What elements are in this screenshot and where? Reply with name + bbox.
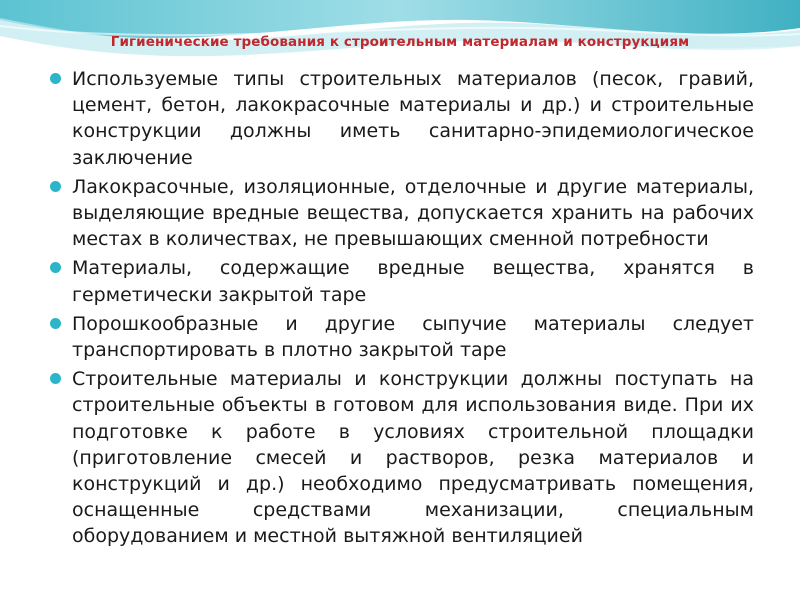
bullet-list (46, 66, 754, 553)
teal-disc-bullet-icon (49, 72, 62, 85)
bullet-item (46, 66, 754, 171)
bullet-item (46, 311, 754, 363)
teal-disc-bullet-icon (49, 317, 62, 330)
bullet-text: Строительные материалы и конструкции должны поступать на строительные объекты в готовом для использования виде. При их подготовке к работе в условиях строительной площадки (приготовление смесей и растворов, резка материалов и конструкций и др.) необходимо предусматривать помещения, оснащенные средствами механизации, специальным оборудованием и местной вытяжной вентиляцией (72, 368, 754, 548)
bullet-item (46, 174, 754, 253)
slide-title: Гигиенические требования к строительным материалам и конструкциям (110, 34, 690, 50)
bullet-text: Материалы, содержащие вредные вещества, хранятся в герметически закрытой таре (72, 257, 754, 306)
teal-disc-bullet-icon (49, 180, 62, 193)
bullet-item (46, 366, 754, 549)
bullet-item (46, 255, 754, 307)
teal-disc-bullet-icon (49, 372, 62, 385)
bullet-text: Используемые типы строительных материалов (песок, гравий, цемент, бетон, лакокрасочные материалы и др.) и строительные конструкции должны иметь санитарно-эпидемиологическое заключение (72, 68, 754, 169)
bullet-text: Лакокрасочные, изоляционные, отделочные и другие материалы, выделяющие вредные вещества, допускается хранить на рабочих местах в количествах, не превышающих сменной потребности (72, 175, 754, 251)
bullet-text: Порошкообразные и другие сыпучие материалы следует транспортировать в плотно закрытой таре (72, 312, 754, 362)
teal-disc-bullet-icon (49, 261, 62, 274)
